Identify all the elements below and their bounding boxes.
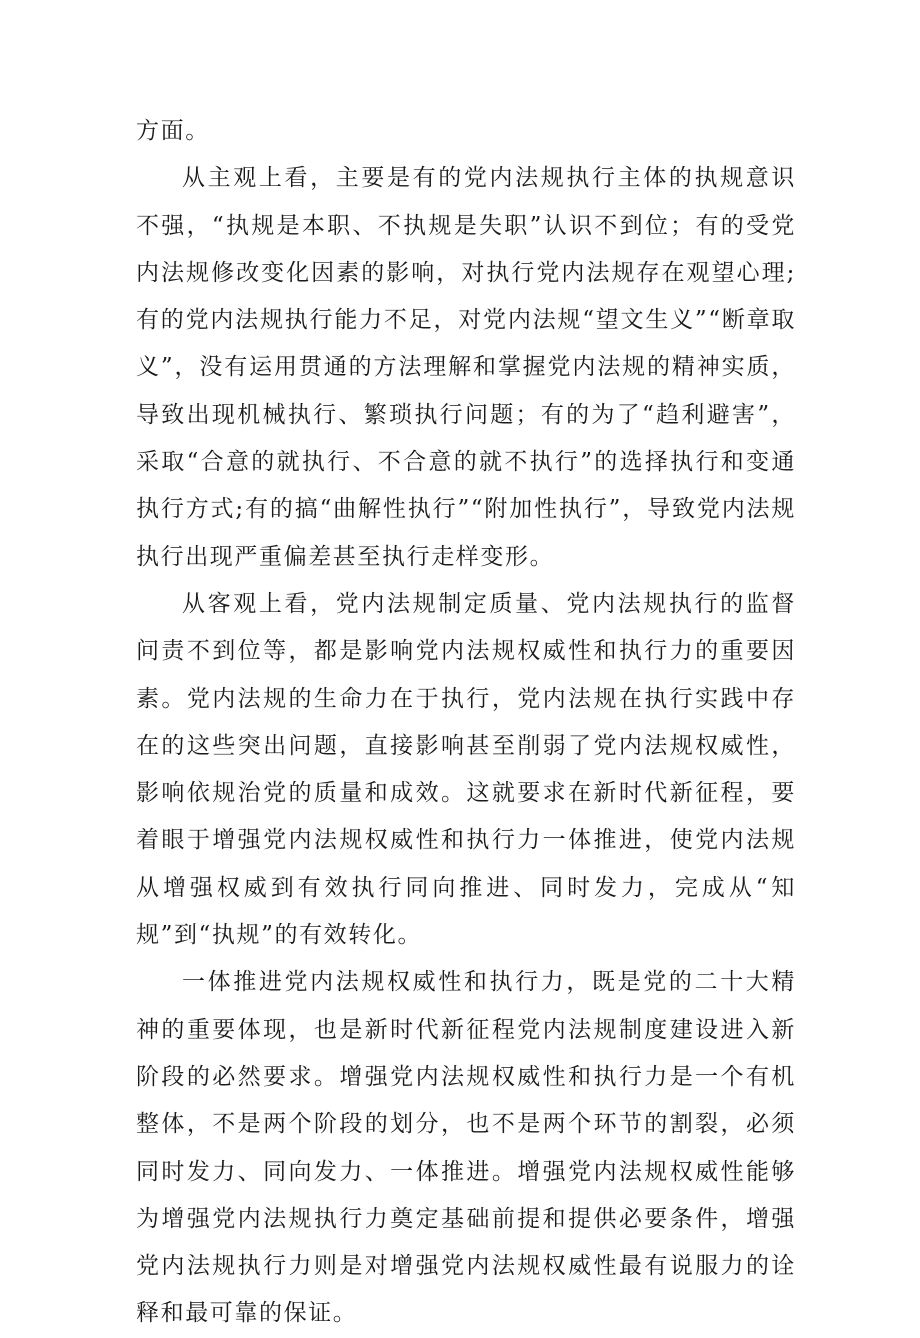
paragraph-integrated-advancement: 一体推进党内法规权威性和执行力，既是党的二十大精神的重要体现，也是新时代新征程党内法规制度建设进入新阶段的必然要求。增强党内法规权威性和执行力是一个有机整体，不是两个阶段的划分，也不是两个环节的割裂，必须同时发力、同向发力、一体推进。增强党内法规权威性能够为增强党内法规执行力奠定基础前提和提供必要条件，增强党内法规执行力则是对增强党内法规权威性最有说服力的诠释和最可靠的保证。 — [136, 969, 796, 1327]
paragraph-continuation: 方面。 — [136, 118, 210, 144]
paragraph-subjective-analysis: 从主观上看，主要是有的党内法规执行主体的执规意识不强，“执规是本职、不执规是失职”认识不到位；有的受党内法规修改变化因素的影响，对执行党内法规存在观望心理;有的党内法规执行能力不足，对党内法规“望文生义”“断章取义”，没有运用贯通的方法理解和掌握党内法规的精神实质，导致出现机械执行、繁琐执行问题；有的为了“趋利避害”，采取“合意的就执行、不合意的就不执行”的选择执行和变通执行方式;有的搞“曲解性执行”“附加性执行”，导致党内法规执行出现严重偏差甚至执行走样变形。 — [136, 165, 796, 570]
document-body — [136, 108, 796, 1338]
paragraph-objective-analysis: 从客观上看，党内法规制定质量、党内法规执行的监督问责不到位等，都是影响党内法规权威性和执行力的重要因素。党内法规的生命力在于执行，党内法规在执行实践中存在的这些突出问题，直接影响甚至削弱了党内法规权威性，影响依规治党的质量和成效。这就要求在新时代新征程，要着眼于增强党内法规权威性和执行力一体推进，使党内法规从增强权威到有效执行同向推进、同时发力，完成从“知规”到“执规”的有效转化。 — [136, 590, 796, 949]
